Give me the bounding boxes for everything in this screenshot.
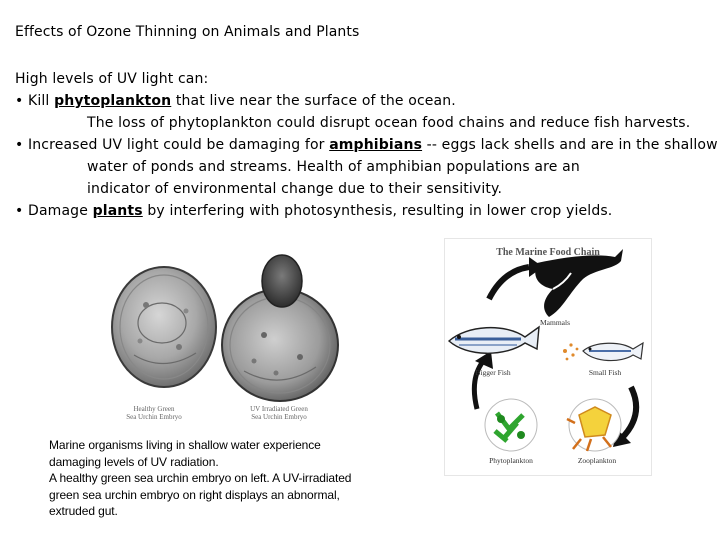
slide-title: Effects of Ozone Thinning on Animals and Plants: [15, 24, 360, 40]
bullet-amphibians-cont: water of ponds and streams. Health of amphibian populations are an: [87, 159, 580, 175]
keyword-plants: plants: [92, 203, 143, 219]
irradiated-embryo-label: UV Irradiated Green: [250, 405, 308, 413]
bullet-text: • Damage: [15, 203, 93, 219]
marine-food-chain-image: [444, 238, 652, 476]
bullet-text: by interfering with photosynthesis, resulting in lower crop yields.: [142, 203, 613, 219]
bullet-phytoplankton-detail: The loss of phytoplankton could disrupt ocean food chains and reduce fish harvests.: [87, 115, 691, 131]
bullet-plants: [15, 200, 715, 222]
phytoplankton-label: Phytoplankton: [489, 456, 533, 465]
small-fish-label: Small Fish: [588, 368, 622, 377]
bigger-fish-label: Bigger Fish: [475, 368, 511, 377]
bullet-amphibians-cont: indicator of environmental change due to their sensitivity.: [87, 181, 503, 197]
caption-line: extruded gut.: [49, 504, 118, 518]
caption-line: damaging levels of UV radiation.: [49, 454, 219, 469]
bullet-text: that live near the surface of the ocean.: [171, 93, 456, 109]
keyword-phytoplankton: phytoplankton: [54, 93, 172, 109]
mammals-label: Mammals: [540, 318, 570, 327]
healthy-embryo-label: Sea Urchin Embryo: [126, 413, 182, 421]
healthy-embryo-shape: [112, 267, 216, 387]
food-chain-illustration: [445, 239, 651, 475]
healthy-embryo-label: Healthy Green: [133, 405, 175, 413]
intro-text: High levels of UV light can:: [15, 71, 209, 87]
embryo-micrograph: [104, 245, 346, 425]
extruded-gut-shape: [262, 255, 302, 307]
zooplankton-label: Zooplankton: [577, 456, 617, 465]
caption-line: green sea urchin embryo on right displays an abnormal,: [49, 487, 340, 502]
bullet-phytoplankton: [15, 90, 715, 112]
irradiated-embryo-label: Sea Urchin Embryo: [251, 413, 307, 421]
bullet-text: • Increased UV light could be damaging for: [15, 137, 330, 153]
keyword-amphibians: amphibians: [329, 137, 423, 153]
slide-body: [15, 68, 718, 222]
bullet-text: • Kill: [15, 93, 55, 109]
embryo-image: [104, 245, 346, 425]
bullet-text: -- eggs lack shells and are in the shallow: [422, 137, 718, 153]
bullet-amphibians: [15, 134, 718, 156]
caption-line: Marine organisms living in shallow water experience: [49, 438, 321, 452]
image-caption: [49, 437, 394, 520]
food-chain-title: The Marine Food Chain: [496, 247, 600, 258]
caption-line: A healthy green sea urchin embryo on left. A UV-irradiated: [49, 471, 352, 485]
